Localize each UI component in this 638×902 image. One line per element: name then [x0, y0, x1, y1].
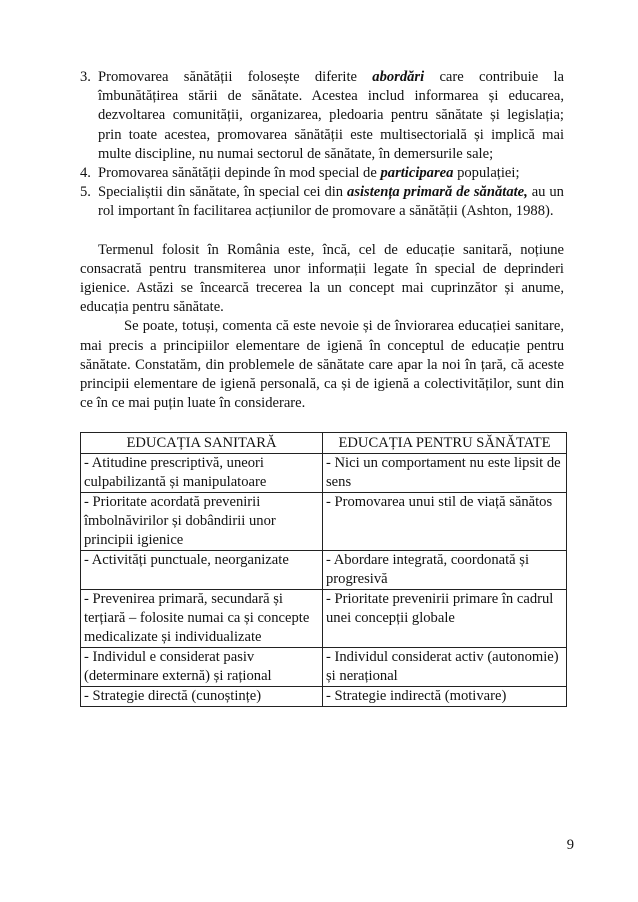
- list-item-number: 3.: [80, 69, 91, 85]
- emphasized-text: asistența primară de sănătate,: [347, 184, 528, 201]
- comparison-table: [80, 432, 567, 707]
- cell-health: [323, 648, 567, 687]
- page-number: 9: [566, 837, 574, 853]
- text-run: populației;: [453, 165, 520, 182]
- text-run: - Abordare: [326, 552, 393, 569]
- text-run: - Prioritate: [326, 591, 393, 608]
- text-run: Promovarea sănătății folosește diferite: [98, 69, 373, 85]
- list-item-text: [98, 164, 564, 183]
- text-run: unui stil de viață sănătos: [405, 494, 553, 511]
- list-item-text: [98, 68, 564, 164]
- emphasized-text: Promovarea: [334, 494, 406, 511]
- list-item-number: 5.: [80, 184, 91, 201]
- cell-health: [323, 687, 567, 707]
- text-run: (determinare externă) și: [84, 668, 228, 685]
- column-header-health: EDUCAȚIA PENTRU SĂNĂTATE: [323, 433, 567, 454]
- cell-sanitary: [81, 687, 323, 707]
- text-run: - Activități: [84, 552, 151, 569]
- table-row: [81, 551, 567, 590]
- emphasized-text: concepte medicalizate și individualizate: [84, 610, 310, 646]
- text-run: (autonomie) și: [326, 649, 559, 685]
- page-content: [80, 68, 564, 707]
- cell-sanitary: [81, 590, 323, 648]
- text-run: - Individul considerat: [326, 649, 456, 666]
- text-run: - Nici un comportament nu este lipsit de sens: [326, 455, 561, 491]
- emphasized-text: prescriptivă: [150, 455, 220, 472]
- emphasized-text: pasiv: [223, 649, 255, 666]
- text-run: , uneori culpabilizantă și manipulatoare: [84, 455, 267, 491]
- cell-sanitary: [81, 648, 323, 687]
- cell-sanitary: [81, 551, 323, 590]
- paragraph-comment: [80, 317, 564, 413]
- emphasized-text: activ: [455, 649, 484, 666]
- text-run: în cadrul unei concepții globale: [326, 591, 554, 627]
- text-run: Promovarea sănătății depinde în mod special de: [98, 165, 381, 182]
- numbered-list: [80, 68, 564, 222]
- cell-health: [323, 590, 567, 648]
- table-row: [81, 590, 567, 648]
- emphasized-text: prevenirii primare: [392, 591, 499, 608]
- column-header-sanitary: EDUCAȚIA SANITARĂ: [81, 433, 323, 454]
- table-row: [81, 687, 567, 707]
- text-run: - Prioritate acordată: [84, 494, 204, 511]
- list-item: [80, 164, 564, 183]
- emphasized-text: abordări: [372, 69, 425, 85]
- table-row: [81, 493, 567, 551]
- emphasized-text: directă: [148, 688, 188, 705]
- text-run: Termenul folosit în România este, încă, cel de educație sanitară, noțiune consacrată pentru transmiterea unor informații legate în special de deprinderi igienice. Astăzi se încearcă trecerea la un concept mai cuprinzător și anume,: [80, 241, 564, 297]
- text-run: Se poate, totuși, comenta că este nevoie și de înviorarea educației sanitare, mai precis a principiilor elementare de igienă în conceptul de educație pentru sănătate. Constatăm, din problemele de sănătate care apar la noi în țară, că aceste principii elementare de igienă personală, ca și de igienă a colectivităților, sunt din ce în ce mai puțin luate în considerare.: [80, 318, 564, 412]
- cell-health: [323, 551, 567, 590]
- table-row: [81, 648, 567, 687]
- text-run: -: [326, 494, 335, 511]
- emphasized-text: integrată, coordonată și progresivă: [326, 552, 530, 588]
- text-run: au un rol important în facilitarea acțiunilor de promovare a sănătății (Ashton, 1988).: [98, 184, 564, 220]
- emphasized-text: punctuale: [150, 552, 208, 569]
- text-run: - Strategie: [84, 688, 149, 705]
- list-item-text: [98, 183, 564, 221]
- text-run: - Prevenirea primară, secundară și terțiară – folosite numai ca și: [84, 591, 283, 627]
- table-header-row: [81, 433, 567, 454]
- text-run: care contribuie la îmbunătățirea stării de sănătate. Acestea includ informarea și educarea, dezvoltarea comunității, organizarea, pledoaria pentru sănătate și legislația; prin toate acestea, promovarea sănătății este multisectorială și implică mai multe discipline, nu numai sectorul de sănătate, în demersurile sale;: [98, 69, 564, 162]
- emphasized-text: indirectă: [390, 688, 442, 705]
- emphasized-text: educația pentru sănătate.: [80, 299, 224, 316]
- emphasized-text: rațional: [227, 668, 272, 685]
- table-row: [81, 454, 567, 493]
- text-run: și dobândirii unor principii igienice: [84, 513, 276, 549]
- table-body: [81, 454, 567, 707]
- list-item-number: 4.: [80, 165, 91, 182]
- emphasized-text: nerațional: [339, 668, 398, 685]
- emphasized-text: participarea: [380, 165, 454, 182]
- text-run: , neorganizate: [207, 552, 289, 569]
- text-run: (motivare): [441, 688, 507, 705]
- paragraph-terminology: [80, 241, 564, 318]
- cell-sanitary: [81, 454, 323, 493]
- cell-health: [323, 454, 567, 493]
- text-run: Specialiștii din sănătate, în special cei din: [98, 184, 348, 201]
- text-run: - Individul e considerat: [84, 649, 224, 666]
- emphasized-text: prevenirii îmbolnăvirilor: [84, 494, 261, 530]
- cell-health: [323, 493, 567, 551]
- text-run: - Atitudine: [84, 455, 151, 472]
- text-run: (cunoștințe): [187, 688, 262, 705]
- list-item: [80, 183, 564, 221]
- text-run: - Strategie: [326, 688, 391, 705]
- list-item: [80, 68, 564, 164]
- cell-sanitary: [81, 493, 323, 551]
